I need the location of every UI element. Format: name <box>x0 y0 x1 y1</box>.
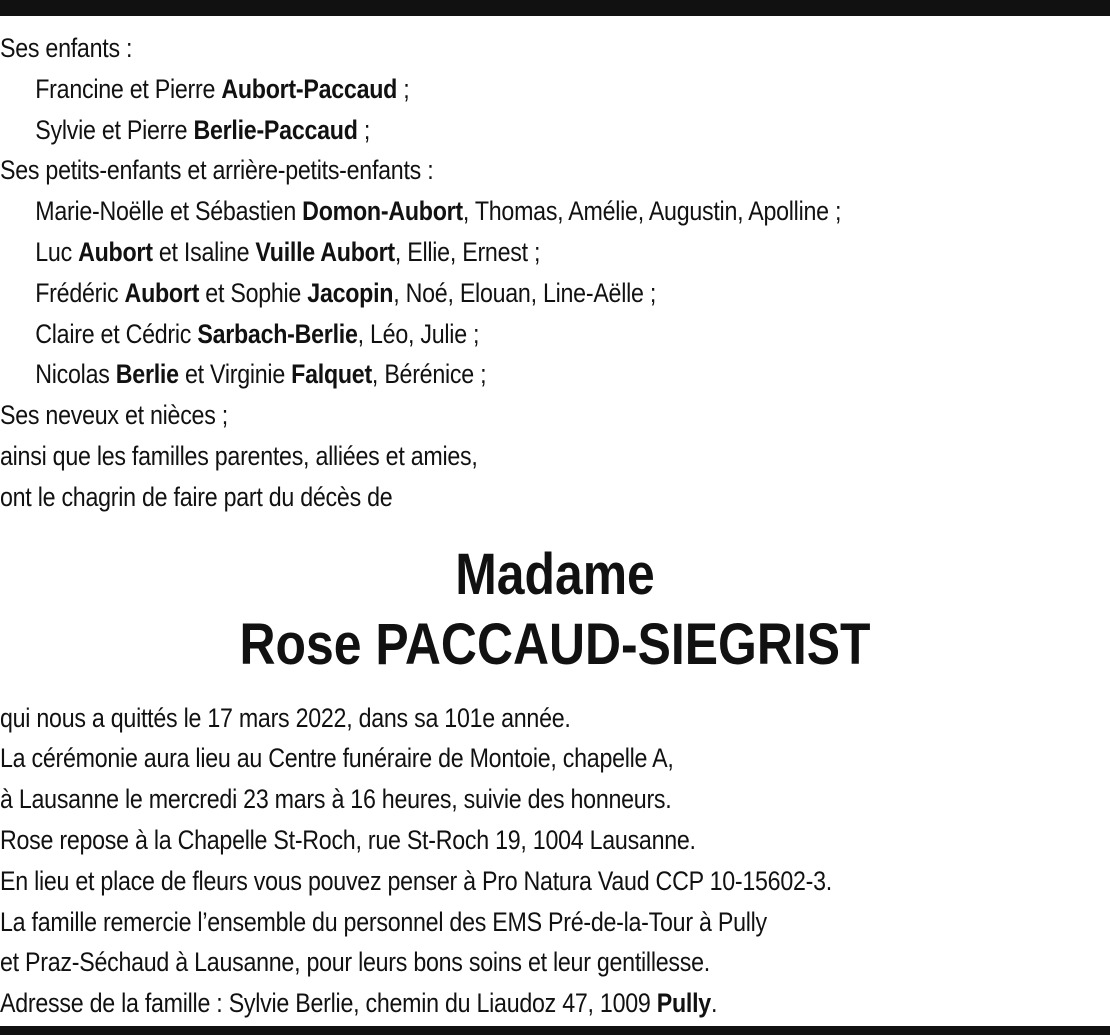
ceremony-date-line: à Lausanne le mercredi 23 mars à 16 heures, suivie des honneurs. <box>0 784 672 815</box>
grandchild-entry: Marie-Noëlle et Sébastien Domon-Aubort, Thomas, Amélie, Augustin, Apolline ; <box>35 196 842 227</box>
grandchildren-heading: Ses petits-enfants et arrière-petits-enfants : <box>0 155 434 186</box>
ceremony-line: La cérémonie aura lieu au Centre funéraire de Montoie, chapelle A, <box>0 743 674 774</box>
grandchild-entry: Claire et Cédric Sarbach-Berlie, Léo, Julie ; <box>35 318 480 349</box>
family-address-line: Adresse de la famille : Sylvie Berlie, chemin du Liaudoz 47, 1009 Pully. <box>0 988 718 1019</box>
nephews-line: Ses neveux et nièces ; <box>0 400 228 431</box>
families-line: ainsi que les familles parentes, alliées et amies, <box>0 440 478 471</box>
surname: Berlie <box>115 359 179 390</box>
deceased-title: Madame <box>455 541 655 607</box>
deceased-name: Rose PACCAUD-SIEGRIST <box>239 611 871 677</box>
children-heading: Ses enfants : <box>0 33 133 63</box>
deceased-block <box>0 540 1110 680</box>
thanks-line-continued: et Praz-Séchaud à Lausanne, pour leurs bons soins et leur gentillesse. <box>0 947 710 978</box>
child-entry: Sylvie et Pierre Berlie-Paccaud ; <box>35 114 371 145</box>
surname: Sarbach-Berlie <box>197 318 358 349</box>
surname: Domon-Aubort <box>302 196 463 227</box>
grandchild-entry: Nicolas Berlie et Virginie Falquet, Bérénice ; <box>35 359 487 390</box>
bottom-border-rule <box>0 1026 1110 1035</box>
surname: Vuille Aubort <box>255 236 395 267</box>
grandchild-entry: Frédéric Aubort et Sophie Jacopin, Noé, Elouan, Line-Aëlle ; <box>35 277 657 308</box>
top-border-rule <box>0 0 1110 16</box>
surname: Jacopin <box>307 277 394 308</box>
surname: Aubort <box>124 277 200 308</box>
thanks-line: La famille remercie l’ensemble du personnel des EMS Pré-de-la-Tour à Pully <box>0 906 767 937</box>
city: Pully <box>656 988 711 1019</box>
child-entry: Francine et Pierre Aubort-Paccaud ; <box>35 73 410 104</box>
surname: Aubort <box>78 236 153 267</box>
death-date-line: qui nous a quittés le 17 mars 2022, dans sa 101e année. <box>0 702 571 733</box>
donation-line: En lieu et place de fleurs vous pouvez penser à Pro Natura Vaud CCP 10-15602-3. <box>0 865 832 896</box>
announcement-line: ont le chagrin de faire part du décès de <box>0 481 393 512</box>
surname: Falquet <box>291 359 372 390</box>
obituary-notice <box>0 28 1110 1024</box>
grandchild-entry: Luc Aubort et Isaline Vuille Aubort, Ellie, Ernest ; <box>35 236 541 267</box>
surname: Aubort-Paccaud <box>221 73 398 104</box>
surname: Berlie-Paccaud <box>193 114 358 145</box>
rest-place-line: Rose repose à la Chapelle St-Roch, rue St-Roch 19, 1004 Lausanne. <box>0 824 696 855</box>
